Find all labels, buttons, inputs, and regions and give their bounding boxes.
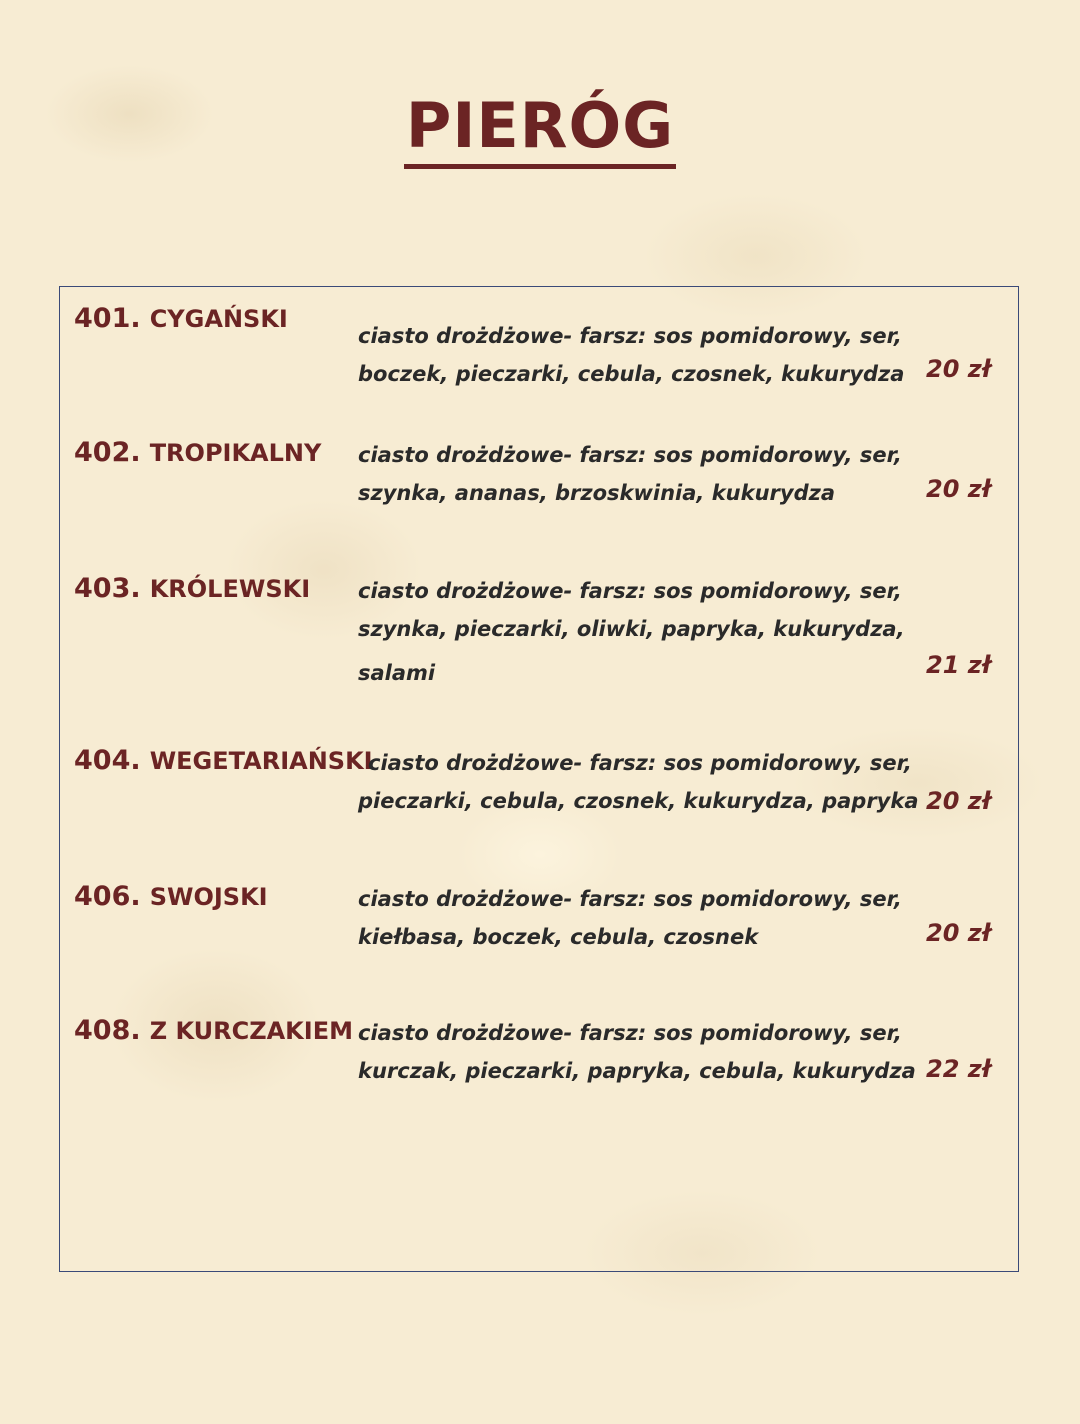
item-price: 20 zł — [926, 355, 991, 383]
item-name: TROPIKALNY — [149, 439, 322, 467]
item-description — [358, 880, 918, 956]
item-description-line: pieczarki, cebula, czosnek, kukurydza, papryka — [358, 789, 919, 813]
item-description — [358, 744, 918, 820]
item-description — [358, 317, 918, 393]
item-description-line: ciasto drożdżowe- farsz: sos pomidorowy, ser, — [358, 443, 902, 467]
item-price: 20 zł — [926, 919, 991, 947]
item-name: CYGAŃSKI — [149, 305, 288, 333]
item-description-line: ciasto drożdżowe- farsz: sos pomidorowy, ser, — [358, 579, 902, 603]
item-description-line: kiełbasa, boczek, cebula, czosnek — [358, 925, 759, 949]
item-price: 21 zł — [926, 651, 991, 679]
item-title — [74, 573, 310, 604]
item-description-line: szynka, ananas, brzoskwinia, kukurydza — [358, 481, 836, 505]
item-description — [358, 436, 918, 512]
item-title — [74, 881, 268, 912]
item-name: KRÓLEWSKI — [149, 575, 311, 603]
item-price: 20 zł — [926, 787, 991, 815]
item-name: SWOJSKI — [149, 883, 268, 911]
item-description-line: kurczak, pieczarki, papryka, cebula, kukurydza — [358, 1059, 916, 1083]
item-number: 408. — [74, 1015, 141, 1046]
item-number: 401. — [74, 303, 141, 334]
item-name: Z KURCZAKIEM — [149, 1017, 353, 1045]
menu-list — [59, 286, 1019, 1272]
item-number: 406. — [74, 881, 141, 912]
item-price: 22 zł — [926, 1055, 991, 1083]
item-description-line: ciasto drożdżowe- farsz: sos pomidorowy, ser, — [358, 887, 902, 911]
item-title — [74, 303, 288, 334]
item-description-line: salami — [358, 661, 436, 685]
item-description-line: ciasto drożdżowe- farsz: sos pomidorowy, ser, — [358, 1021, 902, 1045]
item-description-line: boczek, pieczarki, cebula, czosnek, kukurydza — [358, 362, 905, 386]
page-title-text: PIERÓG — [404, 88, 676, 169]
item-description — [358, 1014, 918, 1090]
item-title — [74, 745, 373, 776]
item-price: 20 zł — [926, 475, 991, 503]
item-number: 402. — [74, 437, 141, 468]
item-title — [74, 437, 321, 468]
item-description-line: ciasto drożdżowe- farsz: sos pomidorowy, ser, — [358, 324, 902, 348]
item-description — [358, 572, 918, 692]
item-title — [74, 1015, 353, 1046]
page-title — [0, 88, 1080, 169]
item-number: 403. — [74, 573, 141, 604]
item-description-line: ciasto drożdżowe- farsz: sos pomidorowy, ser, — [368, 751, 912, 775]
item-name: WEGETARIAŃSKI — [149, 747, 373, 775]
item-description-line: szynka, pieczarki, oliwki, papryka, kukurydza, — [358, 617, 905, 641]
item-number: 404. — [74, 745, 141, 776]
